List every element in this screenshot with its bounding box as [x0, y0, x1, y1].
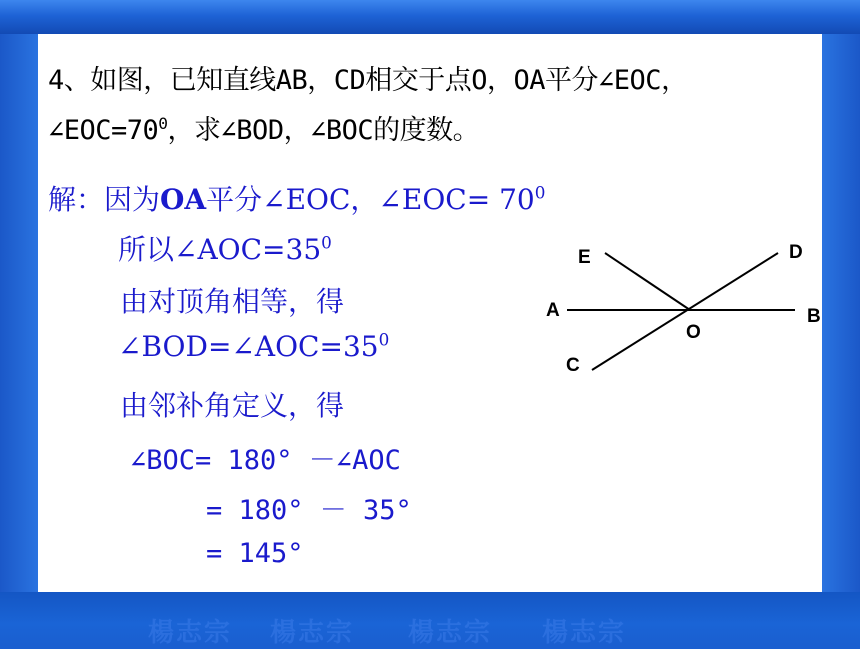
ray-OE	[605, 253, 690, 310]
slide-frame-left	[0, 34, 38, 592]
solution-line-2: 所以$\angle AOC=35^0$	[118, 232, 332, 266]
point-label-A: A	[546, 300, 560, 321]
watermark-text: 楊志宗	[148, 618, 233, 648]
solution-line-5: 由邻补角定义，得	[120, 389, 345, 422]
solution-line-8: = 145°	[206, 538, 304, 569]
solution-label: 解：	[48, 183, 105, 216]
watermark-text: 楊志宗	[542, 618, 627, 648]
point-label-B: B	[807, 306, 821, 327]
line-CD	[592, 253, 778, 370]
point-label-O: O	[686, 322, 701, 343]
solution-line-4: $\angle BOD=\angle AOC=35^0$	[118, 329, 390, 363]
solution-line-1: 解：因为OA平分∠EOC，∠EOC= $70^0$	[48, 182, 546, 216]
solution-line-3: 由对顶角相等，得	[120, 285, 345, 318]
question-line-1: 4、如图，已知直线AB，CD相交于点O，OA平分∠EOC，	[48, 65, 688, 96]
watermark-text: 楊志宗	[270, 618, 355, 648]
solution-line-6: ∠BOC= 180° －∠AOC	[130, 445, 401, 476]
solution-line-7: = 180° － 35°	[206, 495, 412, 526]
watermark-text: 楊志宗	[408, 618, 493, 648]
point-label-C: C	[566, 355, 580, 376]
point-label-E: E	[578, 247, 591, 268]
slide-frame-top	[0, 0, 860, 34]
slide-frame-right	[822, 34, 860, 592]
question-line-2: $\angle EOC=70^0$，求∠BOD，∠BOC的度数。	[48, 114, 480, 146]
point-label-D: D	[789, 242, 803, 263]
